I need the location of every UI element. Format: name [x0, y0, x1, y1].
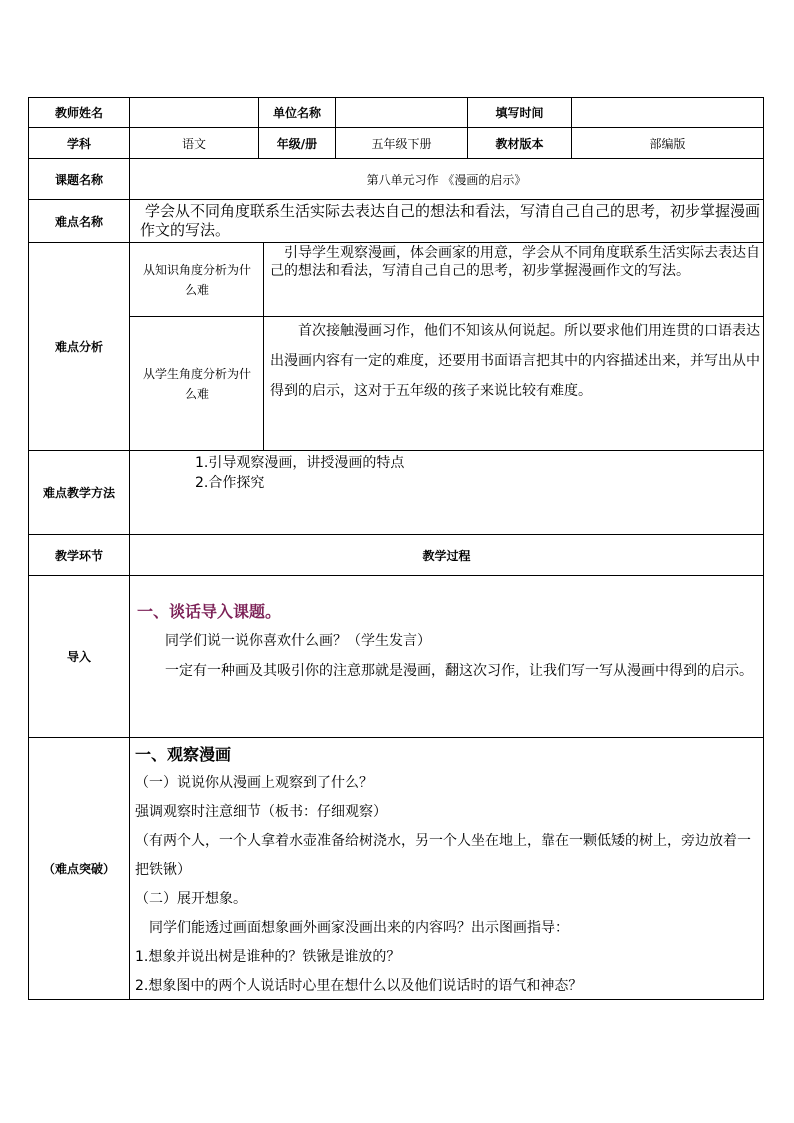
breakthrough-prompt: 同学们能透过画面想象画外画家没画出来的内容吗？出示图画指导： [149, 920, 569, 936]
breakthrough-question-1: （一）说说你从漫画上观察到了什么？ [135, 775, 373, 791]
edition-label: 教材版本 [495, 136, 544, 151]
method-item-2: 2.合作探究 [195, 475, 265, 491]
knowledge-angle-text [270, 244, 760, 316]
student-angle-text [270, 316, 760, 450]
intro-line-1: 同学们说一说你喜欢什么画？（学生发言） [165, 633, 431, 649]
topic-label: 课题名称 [54, 172, 103, 187]
edition-value: 部编版 [649, 136, 686, 151]
subject-value: 语文 [181, 136, 206, 151]
student-text: 首次接触漫画习作，他们不知该从何说起。所以要求他们用连贯的口语表达出漫画内容有一定的难度，还要用书面语言把其中的内容描述出来，并写出从中得到的启示，这对于五年级的孩子来说比较有难度。 [270, 323, 760, 399]
fill-date-label: 填写时间 [495, 106, 544, 120]
teaching-stage-header: 教学环节 [54, 548, 103, 563]
intro-line-2: 一定有一种画及其吸引你的注意那就是漫画，翻这次习作，让我们写一写从漫画中得到的启示。 [165, 663, 753, 679]
breakthrough-item-2: 2.想象图中的两个人说话时心里在想什么以及他们说话时的语气和神态？ [135, 978, 583, 994]
knowledge-text: 引导学生观察漫画，体会画家的用意，学会从不同角度联系生活实际去表达自己的想法和看法，写清自己自己的思考，初步掌握漫画作文的写法。 [270, 245, 760, 279]
breakthrough-label: （难点突破） [42, 862, 115, 876]
subject-label: 学科 [66, 136, 91, 151]
breakthrough-emphasis: 强调观察时注意细节（板书：仔细观察） [135, 804, 387, 820]
unit-name-value[interactable] [336, 98, 467, 127]
breakthrough-question-2: （二）展开想象。 [135, 891, 247, 907]
teacher-name-value[interactable] [130, 98, 258, 127]
breakthrough-content [135, 741, 759, 999]
breakthrough-description: （有两个人，一个人拿着水壶准备给树浇水，另一个人坐在地上，靠在一颗低矮的树上，旁边放着一把铁锹） [135, 833, 751, 878]
difficulty-text: 学会从不同角度联系生活实际去表达自己的想法和看法，写清自己自己的思考，初步掌握漫画作文的写法。 [140, 202, 761, 239]
intro-content [137, 600, 759, 734]
student-angle-label: 从学生角度分析为什么难 [142, 366, 251, 401]
unit-name-label: 单位名称 [272, 106, 321, 120]
breakthrough-item-1: 1.想象并说出树是谁种的？铁锹是谁放的？ [135, 949, 401, 965]
teacher-name-label: 教师姓名 [54, 106, 103, 120]
teaching-process-header: 教学过程 [422, 548, 471, 563]
difficulty-value [140, 202, 760, 242]
difficulty-label: 难点名称 [54, 214, 103, 229]
topic-value: 第八单元习作 《漫画的启示》 [366, 172, 527, 187]
breakthrough-heading: 一、观察漫画 [135, 745, 232, 764]
grade-label: 年级/册 [276, 136, 318, 151]
intro-heading: 一、谈话导入课题。 [137, 602, 282, 621]
fill-date-value[interactable] [572, 98, 763, 127]
grade-value: 五年级下册 [371, 136, 432, 151]
analysis-label: 难点分析 [54, 340, 103, 354]
method-list [195, 454, 755, 532]
intro-label: 导入 [66, 650, 91, 664]
method-label: 难点教学方法 [42, 486, 115, 500]
knowledge-angle-label: 从知识角度分析为什么难 [142, 262, 251, 297]
method-item-1: 1.引导观察漫画，讲授漫画的特点 [195, 455, 405, 471]
